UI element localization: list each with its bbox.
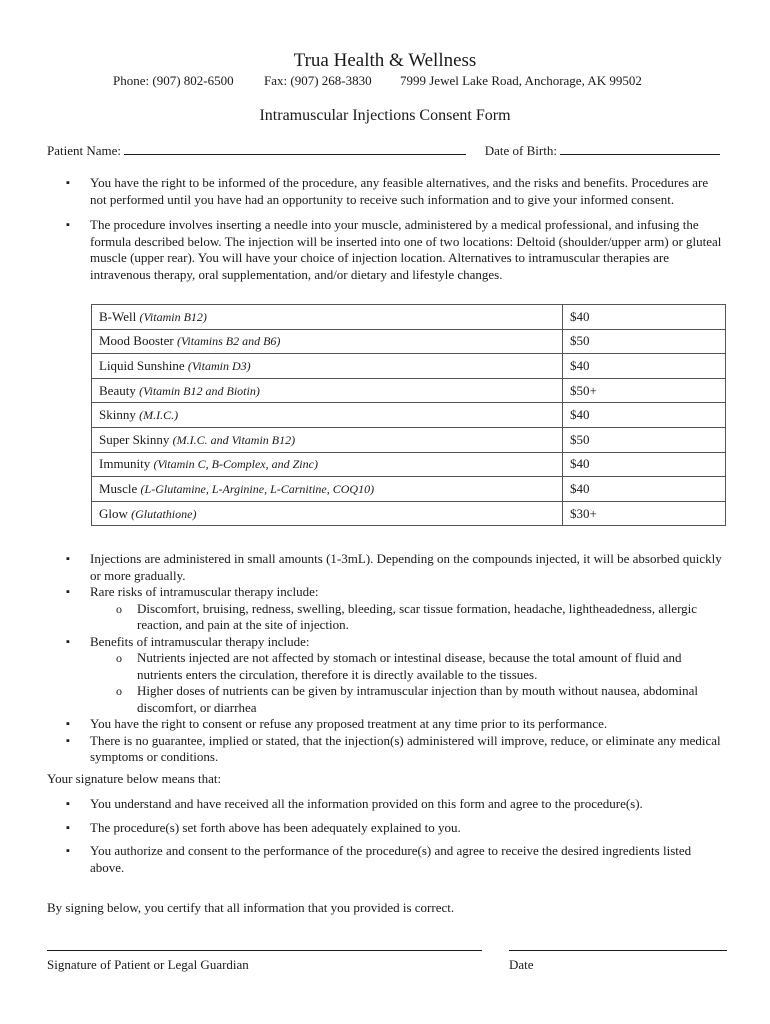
list-item: ▪ The procedure involves inserting a needle into your muscle, administered by a medical professional, and infusing the formula described below. The injection will be inserted into one of two locations: Deltoid (shoulder/upper arm) or gluteal muscle (upper rear). You will have your choice of injection location. Alternatives to intramuscular therapies are intravenous therapy, oral supplementation, and/or dietary and lifestyle changes. xyxy=(47,217,727,283)
injection-ingredients: (Vitamin B12) xyxy=(139,309,207,324)
injection-name: Super Skinny xyxy=(99,431,170,447)
clinic-phone: Phone: (907) 802-6500 xyxy=(113,73,234,88)
patient-signature-label: Signature of Patient or Legal Guardian xyxy=(47,957,249,972)
injection-name-cell xyxy=(92,427,563,452)
list-item xyxy=(47,584,727,634)
list-item: ▪ You have the right to be informed of the procedure, any feasible alternatives, and the risks and benefits. Procedures are not performed until you have had an opportunity to receive such information and to give your informed consent. xyxy=(47,175,727,208)
information-section xyxy=(47,551,727,766)
injection-ingredients: (Vitamins B2 and B6) xyxy=(177,334,281,349)
list-item: ▪ You understand and have received all the information provided on this form and agree to the procedure(s). xyxy=(47,796,727,813)
patient-name-label: Patient Name: xyxy=(47,143,122,158)
injection-price-table xyxy=(91,304,726,526)
table-row xyxy=(92,403,726,428)
list-item: ▪ Injections are administered in small amounts (1-3mL). Depending on the compounds injected, it will be absorbed quickly or more gradually. xyxy=(47,551,727,584)
injection-ingredients: (M.I.C.) xyxy=(139,408,179,423)
date-of-birth-field[interactable] xyxy=(560,143,720,155)
table-row xyxy=(92,501,726,526)
injection-name-cell xyxy=(92,378,563,403)
injection-ingredients: (Glutathione) xyxy=(131,506,197,521)
clinic-name: Trua Health & Wellness xyxy=(293,50,477,71)
injection-name-cell xyxy=(92,305,563,330)
injection-ingredients: (Vitamin D3) xyxy=(187,358,251,373)
list-item: o Discomfort, bruising, redness, swelling, bleeding, scar tissue formation, headache, lightheadedness, allergic reaction, and pain at the site of injection. xyxy=(90,601,727,634)
injection-name: Immunity xyxy=(99,456,151,472)
clinic-address: 7999 Jewel Lake Road, Anchorage, AK 99502 xyxy=(400,73,642,88)
date-of-birth-label: Date of Birth: xyxy=(484,143,557,158)
patient-signature-line[interactable] xyxy=(47,950,482,951)
patient-name-field[interactable] xyxy=(124,143,466,155)
form-title: Intramuscular Injections Consent Form xyxy=(259,107,511,124)
table-row xyxy=(92,477,726,502)
list-item: ▪ You authorize and consent to the performance of the procedure(s) and agree to receive the desired ingredients listed above. xyxy=(47,843,727,876)
injection-price: $40 xyxy=(563,354,726,379)
injection-name-cell xyxy=(92,354,563,379)
signature-acknowledgements xyxy=(47,796,727,876)
benefits-heading: Benefits of intramuscular therapy include: xyxy=(90,633,310,649)
intro-section xyxy=(47,175,727,283)
table-row xyxy=(92,427,726,452)
injection-price: $50+ xyxy=(563,378,726,403)
signature-block xyxy=(47,950,727,980)
injection-name: B-Well xyxy=(99,308,137,324)
injection-ingredients: (Vitamin B12 and Biotin) xyxy=(139,383,260,398)
injection-name: Mood Booster xyxy=(99,333,174,349)
injection-ingredients: (Vitamin C, B-Complex, and Zinc) xyxy=(153,457,318,472)
table-row xyxy=(92,378,726,403)
list-item xyxy=(47,634,727,717)
injection-price: $50 xyxy=(563,427,726,452)
injection-ingredients: (M.I.C. and Vitamin B12) xyxy=(172,432,296,447)
injection-name-cell xyxy=(92,501,563,526)
date-signature-line[interactable] xyxy=(509,950,727,951)
list-item: o Higher doses of nutrients can be given by intramuscular injection than by mouth without nausea, abdominal discomfort, or diarrhea xyxy=(90,683,727,716)
list-item: ▪ You have the right to consent or refuse any proposed treatment at any time prior to its performance. xyxy=(47,716,727,733)
injection-name-cell xyxy=(92,403,563,428)
injection-name: Muscle xyxy=(99,480,138,496)
injection-name: Liquid Sunshine xyxy=(99,357,185,373)
table-row xyxy=(92,452,726,477)
injection-name-cell xyxy=(92,477,563,502)
table-row xyxy=(92,354,726,379)
list-item: o Nutrients injected are not affected by stomach or intestinal disease, because the total amount of fluid and nutrients enters the circulation, therefore it is directly available to the tissues. xyxy=(90,650,727,683)
injection-price: $50 xyxy=(563,329,726,354)
certification-statement: By signing below, you certify that all information that you provided is correct. xyxy=(47,900,455,915)
list-item: ▪ There is no guarantee, implied or stated, that the injection(s) administered will improve, reduce, or eliminate any medical symptoms or conditions. xyxy=(47,733,727,766)
date-label: Date xyxy=(509,957,534,972)
injection-name: Beauty xyxy=(99,382,136,398)
injection-price: $40 xyxy=(563,305,726,330)
table-row xyxy=(92,305,726,330)
risks-heading: Rare risks of intramuscular therapy include: xyxy=(90,584,319,599)
injection-name-cell xyxy=(92,329,563,354)
list-item: ▪ The procedure(s) set forth above has been adequately explained to you. xyxy=(47,820,727,837)
injection-name: Skinny xyxy=(99,407,136,423)
injection-price: $40 xyxy=(563,403,726,428)
injection-price: $30+ xyxy=(563,501,726,526)
injection-name-cell xyxy=(92,452,563,477)
injection-name: Glow xyxy=(99,505,128,521)
signature-intro: Your signature below means that: xyxy=(47,771,222,786)
patient-info-row xyxy=(47,143,727,159)
injection-price: $40 xyxy=(563,477,726,502)
clinic-fax: Fax: (907) 268-3830 xyxy=(264,73,372,88)
table-row xyxy=(92,329,726,354)
injection-price: $40 xyxy=(563,452,726,477)
injection-ingredients: (L-Glutamine, L-Arginine, L-Carnitine, COQ10) xyxy=(140,481,375,496)
